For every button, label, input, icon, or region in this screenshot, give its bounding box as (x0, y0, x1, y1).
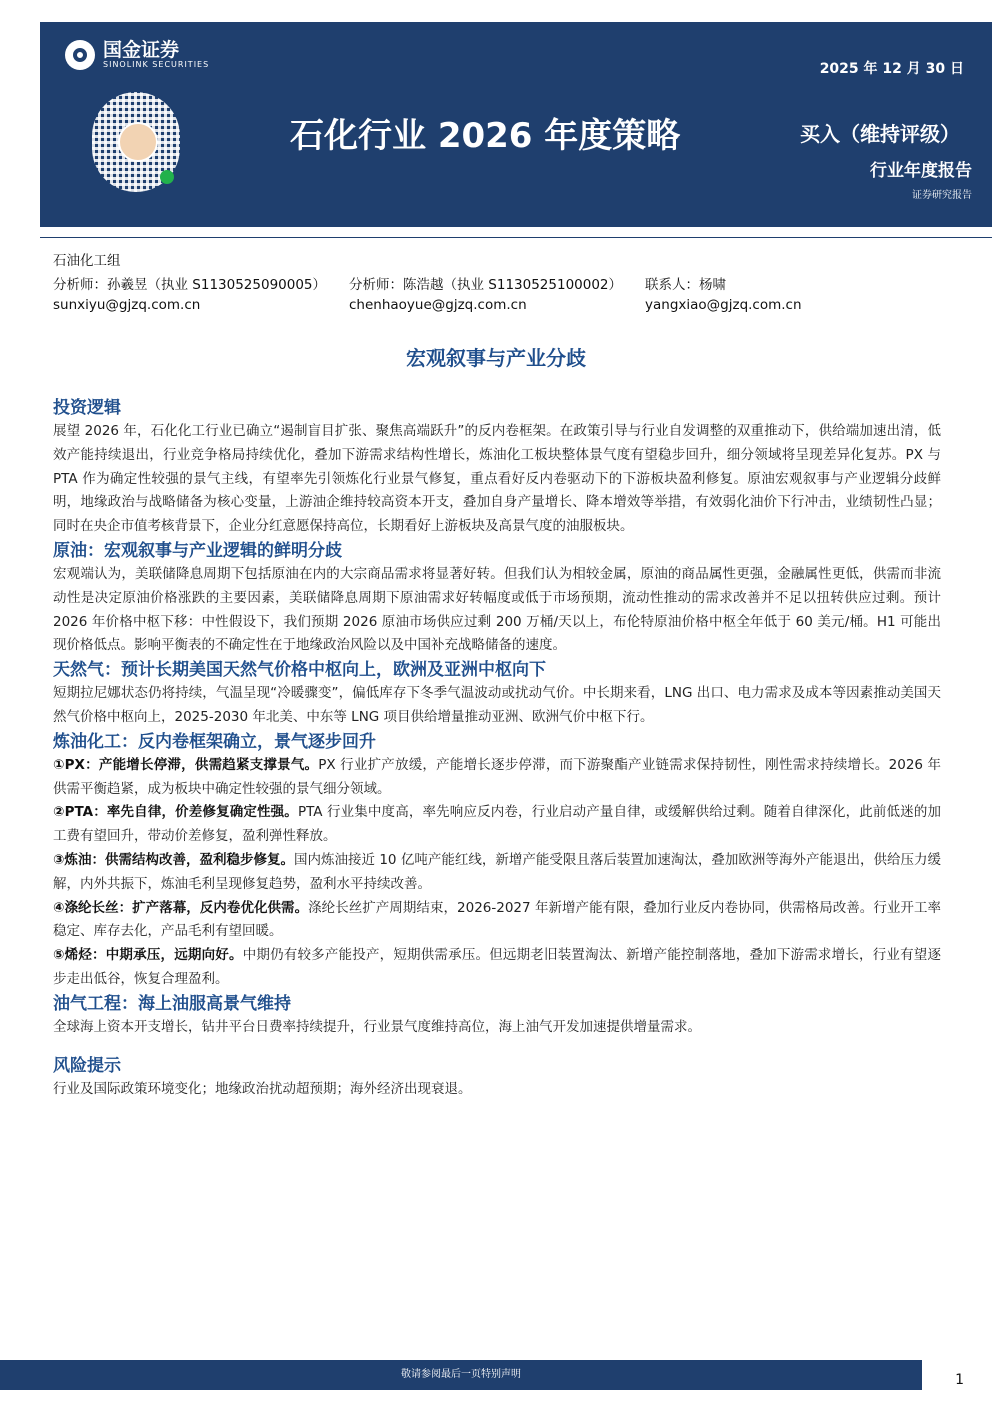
author-block (53, 249, 865, 313)
paragraph-olefins (53, 944, 941, 992)
author-email[interactable]: chenhaoyue@gjzq.com.cn (349, 297, 527, 313)
heading-oilfield-services: 油气工程：海上油服高景气维持 (53, 993, 291, 1014)
lead-px: ①PX：产能增长停滞，供需趋紧支撑景气。 (53, 756, 319, 773)
logo-name-cn: 国金证券 (103, 39, 180, 61)
paragraph-refinery (53, 849, 941, 897)
paragraph-crude-oil: 宏观端认为，美联储降息周期下包括原油在内的大宗商品需求将显著好转。但我们认为相较金属，原油的商品属性更强，金融属性更低，供需而非流动性是决定原油价格涨跌的主要因素，美联储降息周期下原油需求好转幅度或低于市场预期，流动性推动的需求改善并不足以扭转供应过剩。预计 2026 年价格中枢下移：中性假设下，我们预期 2026 原油市场供应过剩 200 万桶/天以上，布伦特原油价格中枢全年低于 60 美元/桶。H1 可能出现价格低点。影响平衡表的不确定性在于地缘政治风险以及中国补充战略储备的速度。 (53, 565, 941, 654)
research-group: 石油化工组 (53, 253, 121, 269)
lead-olefins: ⑤烯烃：中期承压，远期向好。 (53, 947, 243, 964)
page-number: 1 (955, 1372, 964, 1388)
text-olefins: 中期仍有较多产能投产，短期供需承压。但远期老旧装置淘汰、新增产能控制落地，叠加下游需求增长，行业有望逐步走出低谷，恢复合理盈利。 (53, 947, 942, 987)
text-refinery: 国内炼油接近 10 亿吨产能红线，新增产能受限且落后装置加速淘汰，叠加欧洲等海外产能退出，供给压力缓解，内外共振下，炼油毛利呈现修复趋势，盈利水平持续改善。 (53, 851, 941, 892)
paragraph-polyester (53, 897, 941, 945)
header-divider (40, 237, 992, 238)
author-email[interactable]: sunxiyu@gjzq.com.cn (53, 297, 201, 313)
section-title: 宏观叙事与产业分歧 (406, 346, 586, 370)
paragraph-natural-gas: 短期拉尼娜状态仍将持续，气温呈现“冷暖骤变”，偏低库存下冬季气温波动或扰动气价。中长期来看，LNG 出口、电力需求及成本等因素推动美国天然气价格中枢向上，2025-2030 年北美、中东等 LNG 项目供给增量推动亚洲、欧洲气价中枢下行。 (53, 685, 941, 725)
logo-mark-icon (65, 40, 95, 70)
section-spacer (53, 1040, 941, 1054)
lead-pta: ②PTA：率先自律，价差修复确定性强。 (53, 804, 298, 821)
paragraph-px (53, 754, 941, 802)
paragraph-oilfield-services: 全球海上资本开支增长，钻井平台日费率持续提升，行业景气度维持高位，海上油气开发加速提供增量需求。 (53, 1018, 701, 1035)
author-role: 分析师：孙羲昱（执业 S1130525090005） (53, 277, 327, 293)
author-role: 联系人：杨啸 (645, 277, 726, 293)
text-px: PX 行业扩产放缓，产能增长逐步停滞，而下游聚酯产业链需求保持韧性，刚性需求持续增长。2026 年供需平衡趋紧，成为板块中确定性较强的景气细分领域。 (53, 756, 942, 797)
heading-crude-oil: 原油：宏观叙事与产业逻辑的鲜明分歧 (53, 540, 342, 561)
report-date: 2025 年 12 月 30 日 (819, 61, 964, 77)
report-type: 行业年度报告 (870, 161, 972, 181)
logo-name-en: SINOLINK SECURITIES (103, 60, 210, 69)
report-subtype: 证券研究报告 (912, 190, 972, 201)
rating-label: 买入（维持评级） (800, 122, 960, 146)
paragraph-risk: 行业及国际政策环境变化；地缘政治扰动超预期；海外经济出现衰退。 (53, 1080, 472, 1097)
report-title: 石化行业 2026 年度策略 (290, 116, 681, 156)
heading-investment-logic: 投资逻辑 (53, 398, 121, 418)
author-role: 分析师：陈浩越（执业 S1130525100002） (349, 277, 623, 293)
footer-disclaimer-note[interactable]: 敬请参阅最后一页特别声明 (401, 1369, 521, 1380)
author-email[interactable]: yangxiao@gjzq.com.cn (645, 297, 802, 313)
paragraph-investment-logic: 展望 2026 年，石化化工行业已确立“遏制盲目扩张、聚焦高端跃升”的反内卷框架。在政策引导与行业自发调整的双重推动下，供给端加速出清，低效产能持续退出，行业竞争格局持续优化，叠加下游需求结构性增长，炼油化工板块整体景气度有望稳步回升，细分领域将呈现差异化复苏。PX 与 PTA 作为确定性较强的景气主线，有望率先引领炼化行业景气修复，重点看好反内卷驱动下的下游板块盈利修复。原油宏观叙事与产业逻辑分歧鲜明，地缘政治与战略储备为核心变量，上游油企维持较高资本开支，叠加自身产量增长、降本增效等举措，有效弱化油价下行冲击，业绩韧性凸显；同时在央企市值考核背景下，企业分红意愿保持高位，长期看好上游板块及高景气度的油服板块。 (53, 423, 941, 535)
footer-bar (0, 1360, 922, 1390)
paragraph-pta (53, 801, 941, 849)
text-polyester: 涤纶长丝扩产周期结束，2026-2027 年新增产能有限，叠加行业反内卷协同，供需格局改善。行业开工率稳定、库存去化，产品毛利有望回暖。 (53, 899, 941, 940)
lead-polyester: ④涤纶长丝：扩产落幕，反内卷优化供需。 (53, 899, 309, 916)
heading-refining: 炼油化工：反内卷框架确立，景气逐步回升 (53, 731, 376, 752)
wechat-icon (160, 170, 174, 184)
qr-center-logo-icon (118, 122, 158, 162)
company-logo (65, 40, 209, 70)
heading-risk: 风险提示 (53, 1055, 121, 1076)
lead-refinery: ③炼油：供需结构改善，盈利稳步修复。 (53, 851, 295, 868)
report-body (53, 396, 941, 1101)
text-pta: PTA 行业集中度高，率先响应反内卷，行业启动产量自律，或缓解供给过剩。随着自律深化，此前低迷的加工费有望回升，带动价差修复，盈利弹性释放。 (53, 804, 941, 845)
heading-natural-gas: 天然气：预计长期美国天然气价格中枢向上，欧洲及亚洲中枢向下 (53, 660, 546, 681)
